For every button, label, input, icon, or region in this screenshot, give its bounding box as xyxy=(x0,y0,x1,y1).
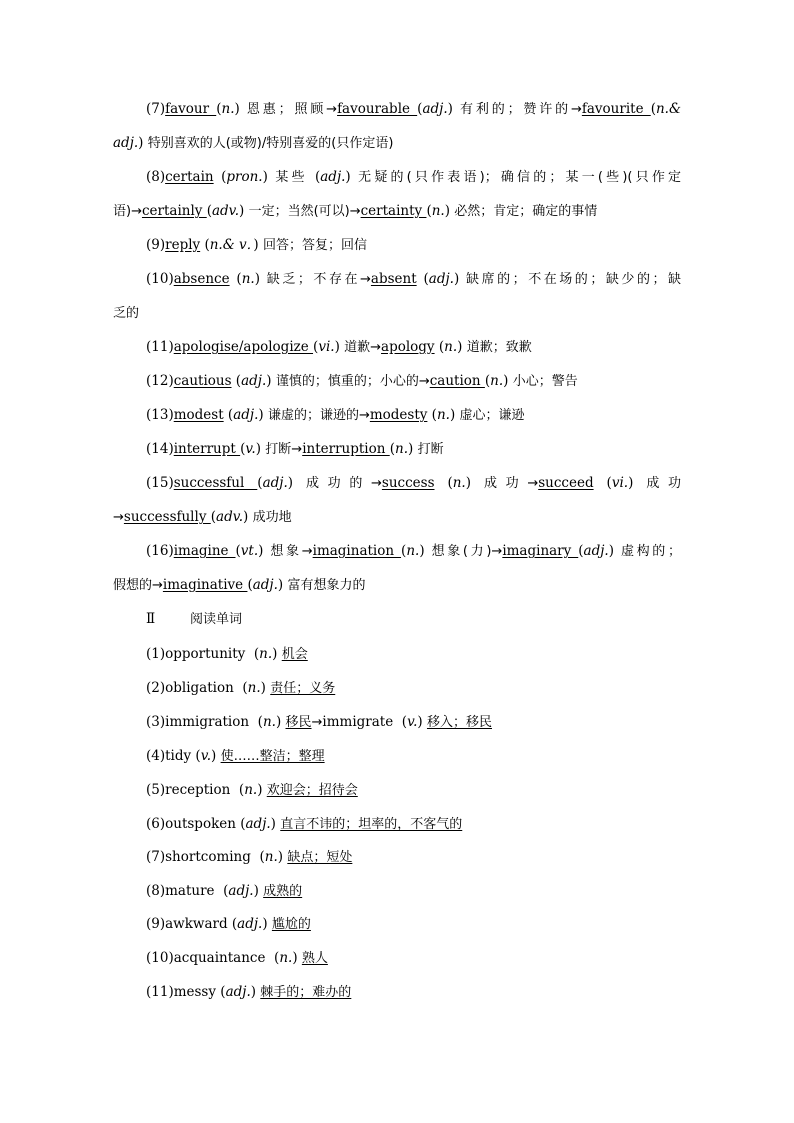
part-of-speech: adj. xyxy=(583,543,609,559)
derived-word: certainty xyxy=(360,203,427,219)
derived-word: imaginary xyxy=(502,543,579,559)
entry-successful-line-2: →successfully (adv.) 成功地 xyxy=(113,509,292,525)
part-of-speech: adj. xyxy=(233,407,259,423)
meaning: 缺乏；不存在→ xyxy=(266,272,371,287)
entry-reply: (9)reply (n.& v．) 回答；答复；回信 xyxy=(146,237,367,253)
reading-meaning: 缺点；短处 xyxy=(287,850,353,865)
entry-apologise: (11)apologise/apologize (vi.) 道歉→apology (n.) 道歉；致歉 xyxy=(146,339,532,355)
part-of-speech: n. xyxy=(221,101,235,117)
part-of-speech: adj. xyxy=(241,373,267,389)
reading-word: mature xyxy=(165,883,215,899)
part-of-speech: n. xyxy=(490,373,504,389)
reading-word: outspoken xyxy=(165,816,236,832)
section-title: 阅读单词 xyxy=(190,612,243,627)
meaning: 回答；答复；回信 xyxy=(262,238,367,253)
part-of-speech: n. xyxy=(395,441,408,457)
part-of-speech: adj. xyxy=(422,101,448,117)
reading-item: (9)awkward (adj.) 尴尬的 xyxy=(146,916,311,932)
part-of-speech: n. xyxy=(436,407,450,423)
part-of-speech: n. xyxy=(244,782,258,798)
part-of-speech: vi. xyxy=(318,339,335,355)
meaning: 恩惠；照顾→ xyxy=(246,102,338,117)
part-of-speech: pron. xyxy=(226,169,263,185)
reading-meaning: 熟人 xyxy=(301,951,328,966)
derived-word: certainly xyxy=(141,203,207,219)
meaning: 乏的 xyxy=(113,306,140,321)
entry-number: (11) xyxy=(146,339,174,355)
entry-number: (13) xyxy=(146,407,174,423)
meaning: 想象→ xyxy=(270,544,313,559)
reading-item: (4)tidy (v.) 使……整洁；整理 xyxy=(146,748,325,764)
derived-word: interruption xyxy=(302,441,390,457)
part-of-speech: vi. xyxy=(611,475,629,491)
derived-word: modesty xyxy=(369,407,428,423)
part-of-speech: adj. xyxy=(245,816,271,832)
meaning: 虚构的； xyxy=(620,544,681,559)
part-of-speech: n. xyxy=(431,203,445,219)
part-of-speech: n. xyxy=(264,849,278,865)
derived-word: success xyxy=(381,475,435,491)
meaning: 成功→ xyxy=(483,476,539,491)
meaning: 特别喜欢的人(或物)/特别喜爱的(只作定语) xyxy=(147,136,394,151)
part-of-speech: n. xyxy=(279,950,293,966)
headword: reply xyxy=(165,237,201,253)
headword: cautious xyxy=(173,373,232,389)
entry-imagine-line-1: (16)imagine (vt.) 想象→imagination (n.) 想象(力)→imaginary (adj.) 虚构的； xyxy=(146,543,681,559)
reading-meaning: 直言不讳的；坦率的，不客气的 xyxy=(280,817,463,832)
reading-word: acquaintance xyxy=(173,950,266,966)
part-of-speech: adj. xyxy=(237,916,263,932)
arrow: → xyxy=(113,510,124,525)
entry-certain-line-2: 语)→certainly (adv.) 一定；当然(可以)→certainty (n.) 必然；肯定；确定的事情 xyxy=(113,203,598,219)
part-of-speech: adj. xyxy=(113,135,139,151)
meaning: 道歉→ xyxy=(344,340,382,355)
headword: apologise/apologize xyxy=(173,339,314,355)
reading-item: (2)obligation (n.) 责任；义务 xyxy=(146,680,336,696)
part-of-speech: n. xyxy=(452,475,466,491)
reading-meaning: 尴尬的 xyxy=(271,917,311,932)
part-of-speech: v. xyxy=(200,748,212,764)
reading-word: tidy xyxy=(165,748,192,764)
entry-cautious: (12)cautious (adj.) 谨慎的；慎重的；小心的→caution (n.) 小心；警告 xyxy=(146,373,578,389)
meaning: 成功 xyxy=(646,476,681,491)
entry-number: (9) xyxy=(146,237,166,253)
reading-word: opportunity xyxy=(165,646,246,662)
reading-item: (10)acquaintance (n.) 熟人 xyxy=(146,950,328,966)
part-of-speech: n. xyxy=(241,271,255,287)
headword: modest xyxy=(173,407,224,423)
reading-word: immigrate xyxy=(322,714,394,730)
meaning: 语)→ xyxy=(113,204,142,219)
meaning: 打断→ xyxy=(265,442,303,457)
meaning: 谨慎的；慎重的；小心的→ xyxy=(275,374,430,389)
reading-meaning: 责任；义务 xyxy=(270,681,336,696)
part-of-speech: adj. xyxy=(428,271,454,287)
meaning: 必然；肯定；确定的事情 xyxy=(454,204,598,219)
reading-meaning: 移民 xyxy=(285,715,312,730)
entry-imagine-line-2: 假想的→imaginative (adj.) 富有想象力的 xyxy=(113,577,366,593)
part-of-speech: vt. xyxy=(240,543,259,559)
entry-number: (10) xyxy=(146,271,174,287)
entry-absence-line-2 xyxy=(113,303,681,324)
meaning: 谦虚的；谦逊的→ xyxy=(267,408,370,423)
part-of-speech: n. xyxy=(259,646,273,662)
reading-item: (3)immigration (n.) 移民→immigrate (v.) 移入；移民 xyxy=(146,714,492,730)
section-heading xyxy=(146,609,714,630)
derived-word: successfully xyxy=(123,509,211,525)
meaning: 虚心；谦逊 xyxy=(459,408,525,423)
meaning: 假想的→ xyxy=(113,578,163,593)
reading-word: awkward xyxy=(165,916,228,932)
meaning: 有利的；赞许的→ xyxy=(460,102,582,117)
meaning: 成功的→ xyxy=(305,476,382,491)
entry-modest: (13)modest (adj.) 谦虚的；谦逊的→modesty (n.) 虚心；谦逊 xyxy=(146,407,525,423)
part-of-speech: n. xyxy=(247,680,261,696)
derived-word: favourite xyxy=(581,101,651,117)
meaning: 无疑的(只作表语)；确信的；某一(些)(只作定 xyxy=(358,170,681,185)
entry-favour-line-1: (7)favour (n.) 恩惠；照顾→favourable (adj.) 有利的；赞许的→favourite (n.& xyxy=(146,101,681,117)
reading-item: (8)mature (adj.) 成熟的 xyxy=(146,883,303,899)
reading-item: (6)outspoken (adj.) 直言不讳的；坦率的，不客气的 xyxy=(146,816,463,832)
meaning: 富有想象力的 xyxy=(287,578,366,593)
meaning: 想象(力)→ xyxy=(431,544,503,559)
headword: interrupt xyxy=(173,441,241,457)
part-of-speech: adj. xyxy=(262,475,288,491)
part-of-speech: adj. xyxy=(225,984,251,1000)
entry-absence-line-1: (10)absence (n.) 缺乏；不存在→absent (adj.) 缺席的；不在场的；缺少的；缺 xyxy=(146,271,682,287)
entry-number: (8) xyxy=(146,169,166,185)
part-of-speech: adj. xyxy=(320,169,346,185)
reading-word: reception xyxy=(165,782,231,798)
part-of-speech: n.& xyxy=(655,101,681,117)
entry-number: (16) xyxy=(146,543,174,559)
part-of-speech: adj. xyxy=(252,577,278,593)
entry-number: (14) xyxy=(146,441,174,457)
headword: certain xyxy=(165,169,214,185)
entry-successful-line-1: (15)successful (adj.) 成功的→success (n.) 成功→succeed (vi.) 成功 xyxy=(146,475,681,491)
headword: absence xyxy=(173,271,230,287)
entry-certain-line-1: (8)certain (pron.) 某些 (adj.) 无疑的(只作表语)；确信的；某一(些)(只作定 xyxy=(146,169,681,185)
section-numeral: Ⅱ xyxy=(146,611,156,627)
reading-meaning: 移入；移民 xyxy=(426,715,492,730)
reading-meaning: 成熟的 xyxy=(263,884,303,899)
reading-word: immigration xyxy=(165,714,250,730)
headword: imagine xyxy=(173,543,236,559)
reading-meaning: 欢迎会；招待会 xyxy=(266,783,358,798)
entry-favour-line-2: adj.) 特别喜欢的人(或物)/特别喜爱的(只作定语) xyxy=(113,135,394,151)
part-of-speech: v. xyxy=(245,441,256,457)
derived-word: caution xyxy=(429,373,485,389)
reading-item: (11)messy (adj.) 棘手的；难办的 xyxy=(146,984,352,1000)
part-of-speech: n. xyxy=(262,714,276,730)
part-of-speech: adv. xyxy=(211,203,239,219)
meaning: 小心；警告 xyxy=(512,374,578,389)
meaning: 成功地 xyxy=(252,510,292,525)
reading-item: (5)reception (n.) 欢迎会；招待会 xyxy=(146,782,358,798)
derived-word: succeed xyxy=(538,475,594,491)
meaning: 缺席的；不在场的；缺少的；缺 xyxy=(466,272,682,287)
part-of-speech: adj. xyxy=(228,883,254,899)
derived-word: apology xyxy=(381,339,435,355)
entry-number: (7) xyxy=(146,101,166,117)
part-of-speech: n.& v． xyxy=(209,237,254,253)
headword: successful xyxy=(173,475,258,491)
reading-word: obligation xyxy=(165,680,234,696)
entry-interrupt: (14)interrupt (v.) 打断→interruption (n.) 打断 xyxy=(146,441,444,457)
reading-item: (7)shortcoming (n.) 缺点；短处 xyxy=(146,849,353,865)
reading-item: (1)opportunity (n.) 机会 xyxy=(146,646,308,662)
part-of-speech: v. xyxy=(407,714,418,730)
reading-meaning: 机会 xyxy=(281,647,308,662)
meaning: 打断 xyxy=(417,442,444,457)
derived-word: imagination xyxy=(312,543,402,559)
reading-word: shortcoming xyxy=(165,849,251,865)
derived-word: imaginative xyxy=(162,577,248,593)
reading-word: messy xyxy=(173,984,216,1000)
headword: favour xyxy=(165,101,217,117)
meaning: 一定；当然(可以)→ xyxy=(248,204,361,219)
derived-word: absent xyxy=(370,271,417,287)
entry-number: (15) xyxy=(146,475,174,491)
meaning: 某些 xyxy=(275,170,315,185)
reading-meaning: 棘手的；难办的 xyxy=(260,985,352,1000)
derived-word: favourable xyxy=(337,101,418,117)
part-of-speech: adv. xyxy=(216,509,244,525)
part-of-speech: n. xyxy=(406,543,420,559)
entry-number: (12) xyxy=(146,373,174,389)
reading-meaning: 使……整洁；整理 xyxy=(220,749,325,764)
meaning: 道歉；致歉 xyxy=(466,340,532,355)
part-of-speech: n. xyxy=(444,339,458,355)
